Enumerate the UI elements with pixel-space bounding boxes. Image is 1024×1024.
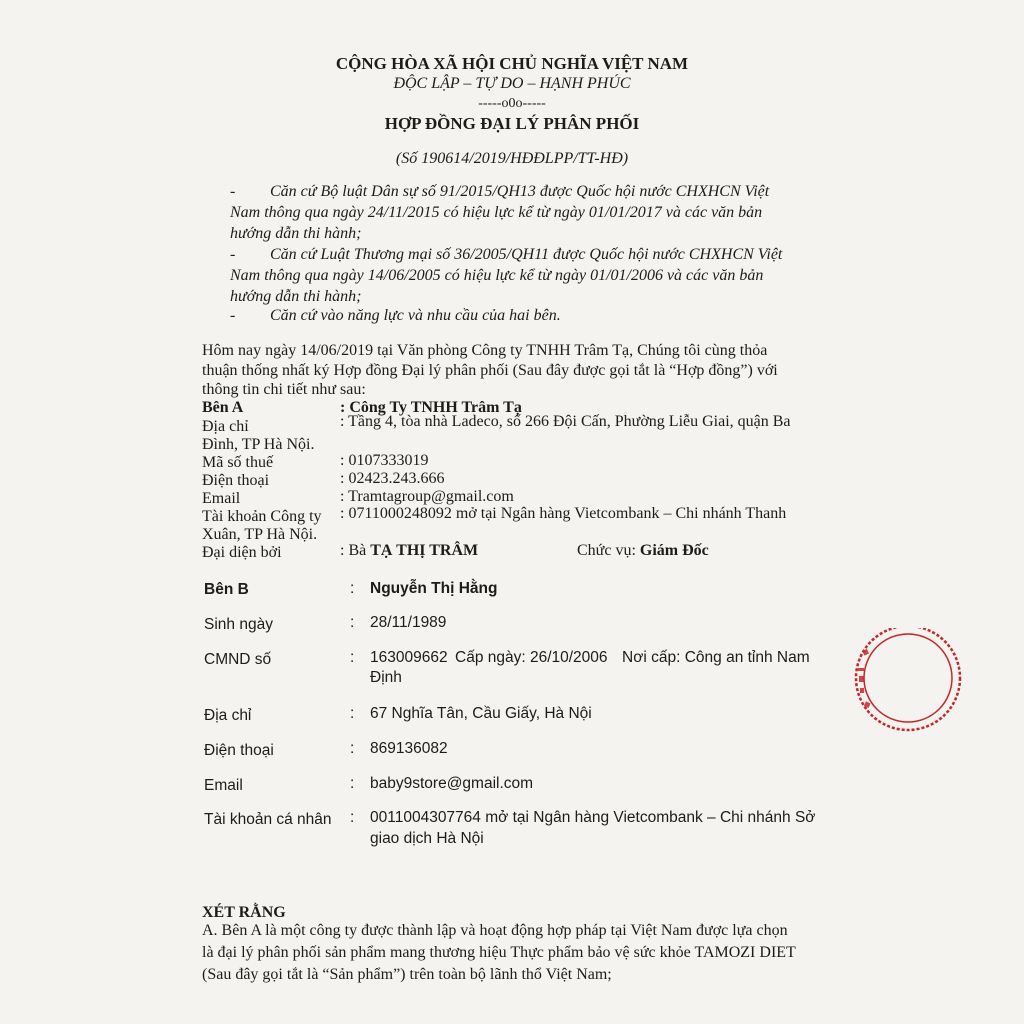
party-b-account-cont: giao dịch Hà Nội bbox=[370, 830, 484, 847]
colon: : bbox=[350, 775, 355, 792]
rep-name: TẠ THỊ TRÂM bbox=[370, 542, 479, 559]
party-a-name: : Công Ty TNHH Trâm Tạ bbox=[340, 399, 522, 416]
intro-line: thuận thống nhất ký Hợp đồng Đại lý phân phối (Sau đây được gọi tắt là “Hợp đồng”) với bbox=[202, 362, 778, 379]
bullet: - bbox=[230, 183, 236, 200]
rep-prefix: : Bà bbox=[340, 542, 371, 559]
party-b-id-label: CMND số bbox=[204, 651, 272, 668]
bullet: - bbox=[230, 307, 236, 324]
party-b-id-issue: Cấp ngày: 26/10/2006 bbox=[455, 649, 608, 666]
bullet: - bbox=[230, 246, 236, 263]
legal-basis-line: hướng dẫn thi hành; bbox=[230, 225, 362, 242]
party-a-tax-label: Mã số thuế bbox=[202, 454, 274, 471]
party-b-address: 67 Nghĩa Tân, Cầu Giấy, Hà Nội bbox=[370, 705, 592, 722]
party-a-phone: : 02423.243.666 bbox=[340, 470, 445, 487]
contract-number: (Số 190614/2019/HĐĐLPP/TT-HĐ) bbox=[395, 150, 629, 167]
party-a-address: : Tầng 4, tòa nhà Ladeco, số 266 Đội Cấn, Phường Liễu Giai, quận Ba bbox=[340, 413, 791, 430]
header-divider: -----o0o----- bbox=[478, 96, 546, 111]
company-stamp bbox=[848, 628, 1024, 738]
party-a-address-cont: Đình, TP Hà Nội. bbox=[202, 436, 315, 453]
colon: : bbox=[350, 580, 355, 597]
party-a-account: : 0711000248092 mở tại Ngân hàng Vietcombank – Chi nhánh Thanh bbox=[340, 505, 787, 522]
party-b-phone-label: Điện thoại bbox=[204, 742, 274, 759]
party-a-tax: : 0107333019 bbox=[340, 452, 429, 469]
contract-title: HỢP ĐỒNG ĐẠI LÝ PHÂN PHỐI bbox=[384, 114, 640, 133]
party-a-position bbox=[577, 542, 709, 560]
whereas-line: A. Bên A là một công ty được thành lập và hoạt động hợp pháp tại Việt Nam được lựa chọn bbox=[202, 922, 788, 939]
party-a-phone-label: Điện thoại bbox=[202, 472, 270, 489]
party-a-rep-label: Đại diện bởi bbox=[202, 544, 282, 561]
legal-basis-line: Căn cứ Bộ luật Dân sự số 91/2015/QH13 được Quốc hội nước CHXHCN Việt bbox=[270, 183, 770, 200]
legal-basis-line: Căn cứ Luật Thương mại số 36/2005/QH11 được Quốc hội nước CHXHCN Việt bbox=[270, 246, 783, 263]
party-a-label: Bên A bbox=[202, 399, 244, 416]
legal-basis-line: Nam thông qua ngày 14/06/2005 có hiệu lực kể từ ngày 01/01/2006 và các văn bản bbox=[230, 267, 764, 284]
party-b-account: 0011004307764 mở tại Ngân hàng Vietcombank – Chi nhánh Sở bbox=[370, 809, 816, 826]
intro-line: Hôm nay ngày 14/06/2019 tại Văn phòng Công ty TNHH Trâm Tạ, Chúng tôi cùng thỏa bbox=[202, 342, 768, 359]
national-motto: ĐỘC LẬP – TỰ DO – HẠNH PHÚC bbox=[393, 75, 631, 92]
colon: : bbox=[350, 740, 355, 757]
party-b-id: 163009662 bbox=[370, 649, 448, 666]
party-b-id-place: Nơi cấp: Công an tỉnh Nam bbox=[622, 649, 810, 666]
colon: : bbox=[350, 809, 355, 826]
party-a-account-label: Tài khoản Công ty bbox=[202, 508, 322, 525]
party-a-account-cont: Xuân, TP Hà Nội. bbox=[202, 526, 318, 543]
party-b-label: Bên B bbox=[204, 581, 249, 598]
party-a-email: : Tramtagroup@gmail.com bbox=[340, 488, 514, 505]
legal-basis-line: Căn cứ vào năng lực và nhu cầu của hai bên. bbox=[270, 307, 561, 324]
whereas-heading: XÉT RẰNG bbox=[202, 904, 286, 921]
party-b-account-label: Tài khoản cá nhân bbox=[204, 811, 332, 828]
colon: : bbox=[350, 705, 355, 722]
position-label: Chức vụ: bbox=[577, 542, 640, 559]
party-b-dob-label: Sinh ngày bbox=[204, 616, 273, 633]
whereas-line: (Sau đây gọi tắt là “Sản phẩm”) trên toàn bộ lãnh thổ Việt Nam; bbox=[202, 966, 612, 983]
intro-line: thông tin chi tiết như sau: bbox=[202, 381, 366, 398]
party-b-email-label: Email bbox=[204, 777, 243, 794]
party-b-email: baby9store@gmail.com bbox=[370, 775, 534, 792]
legal-basis-line: hướng dẫn thi hành; bbox=[230, 288, 362, 305]
party-b-address-label: Địa chỉ bbox=[204, 707, 252, 724]
colon: : bbox=[350, 649, 355, 666]
party-a-representative bbox=[340, 542, 478, 560]
party-b-dob: 28/11/1989 bbox=[370, 614, 447, 631]
party-b-name: Nguyễn Thị Hằng bbox=[370, 580, 498, 597]
legal-basis-line: Nam thông qua ngày 24/11/2015 có hiệu lực kể từ ngày 01/01/2017 và các văn bản bbox=[230, 204, 763, 221]
party-a-email-label: Email bbox=[202, 490, 241, 507]
whereas-line: là đại lý phân phối sản phẩm mang thương hiệu Thực phẩm bảo vệ sức khỏe TAMOZI DIET bbox=[202, 944, 796, 961]
party-a-address-label: Địa chỉ bbox=[202, 418, 249, 435]
national-title: CỘNG HÒA XÃ HỘI CHỦ NGHĨA VIỆT NAM bbox=[335, 54, 689, 73]
party-b-phone: 869136082 bbox=[370, 740, 448, 757]
party-b-id-place-cont: Định bbox=[370, 669, 402, 686]
colon: : bbox=[350, 614, 355, 631]
position-value: Giám Đốc bbox=[639, 542, 709, 559]
